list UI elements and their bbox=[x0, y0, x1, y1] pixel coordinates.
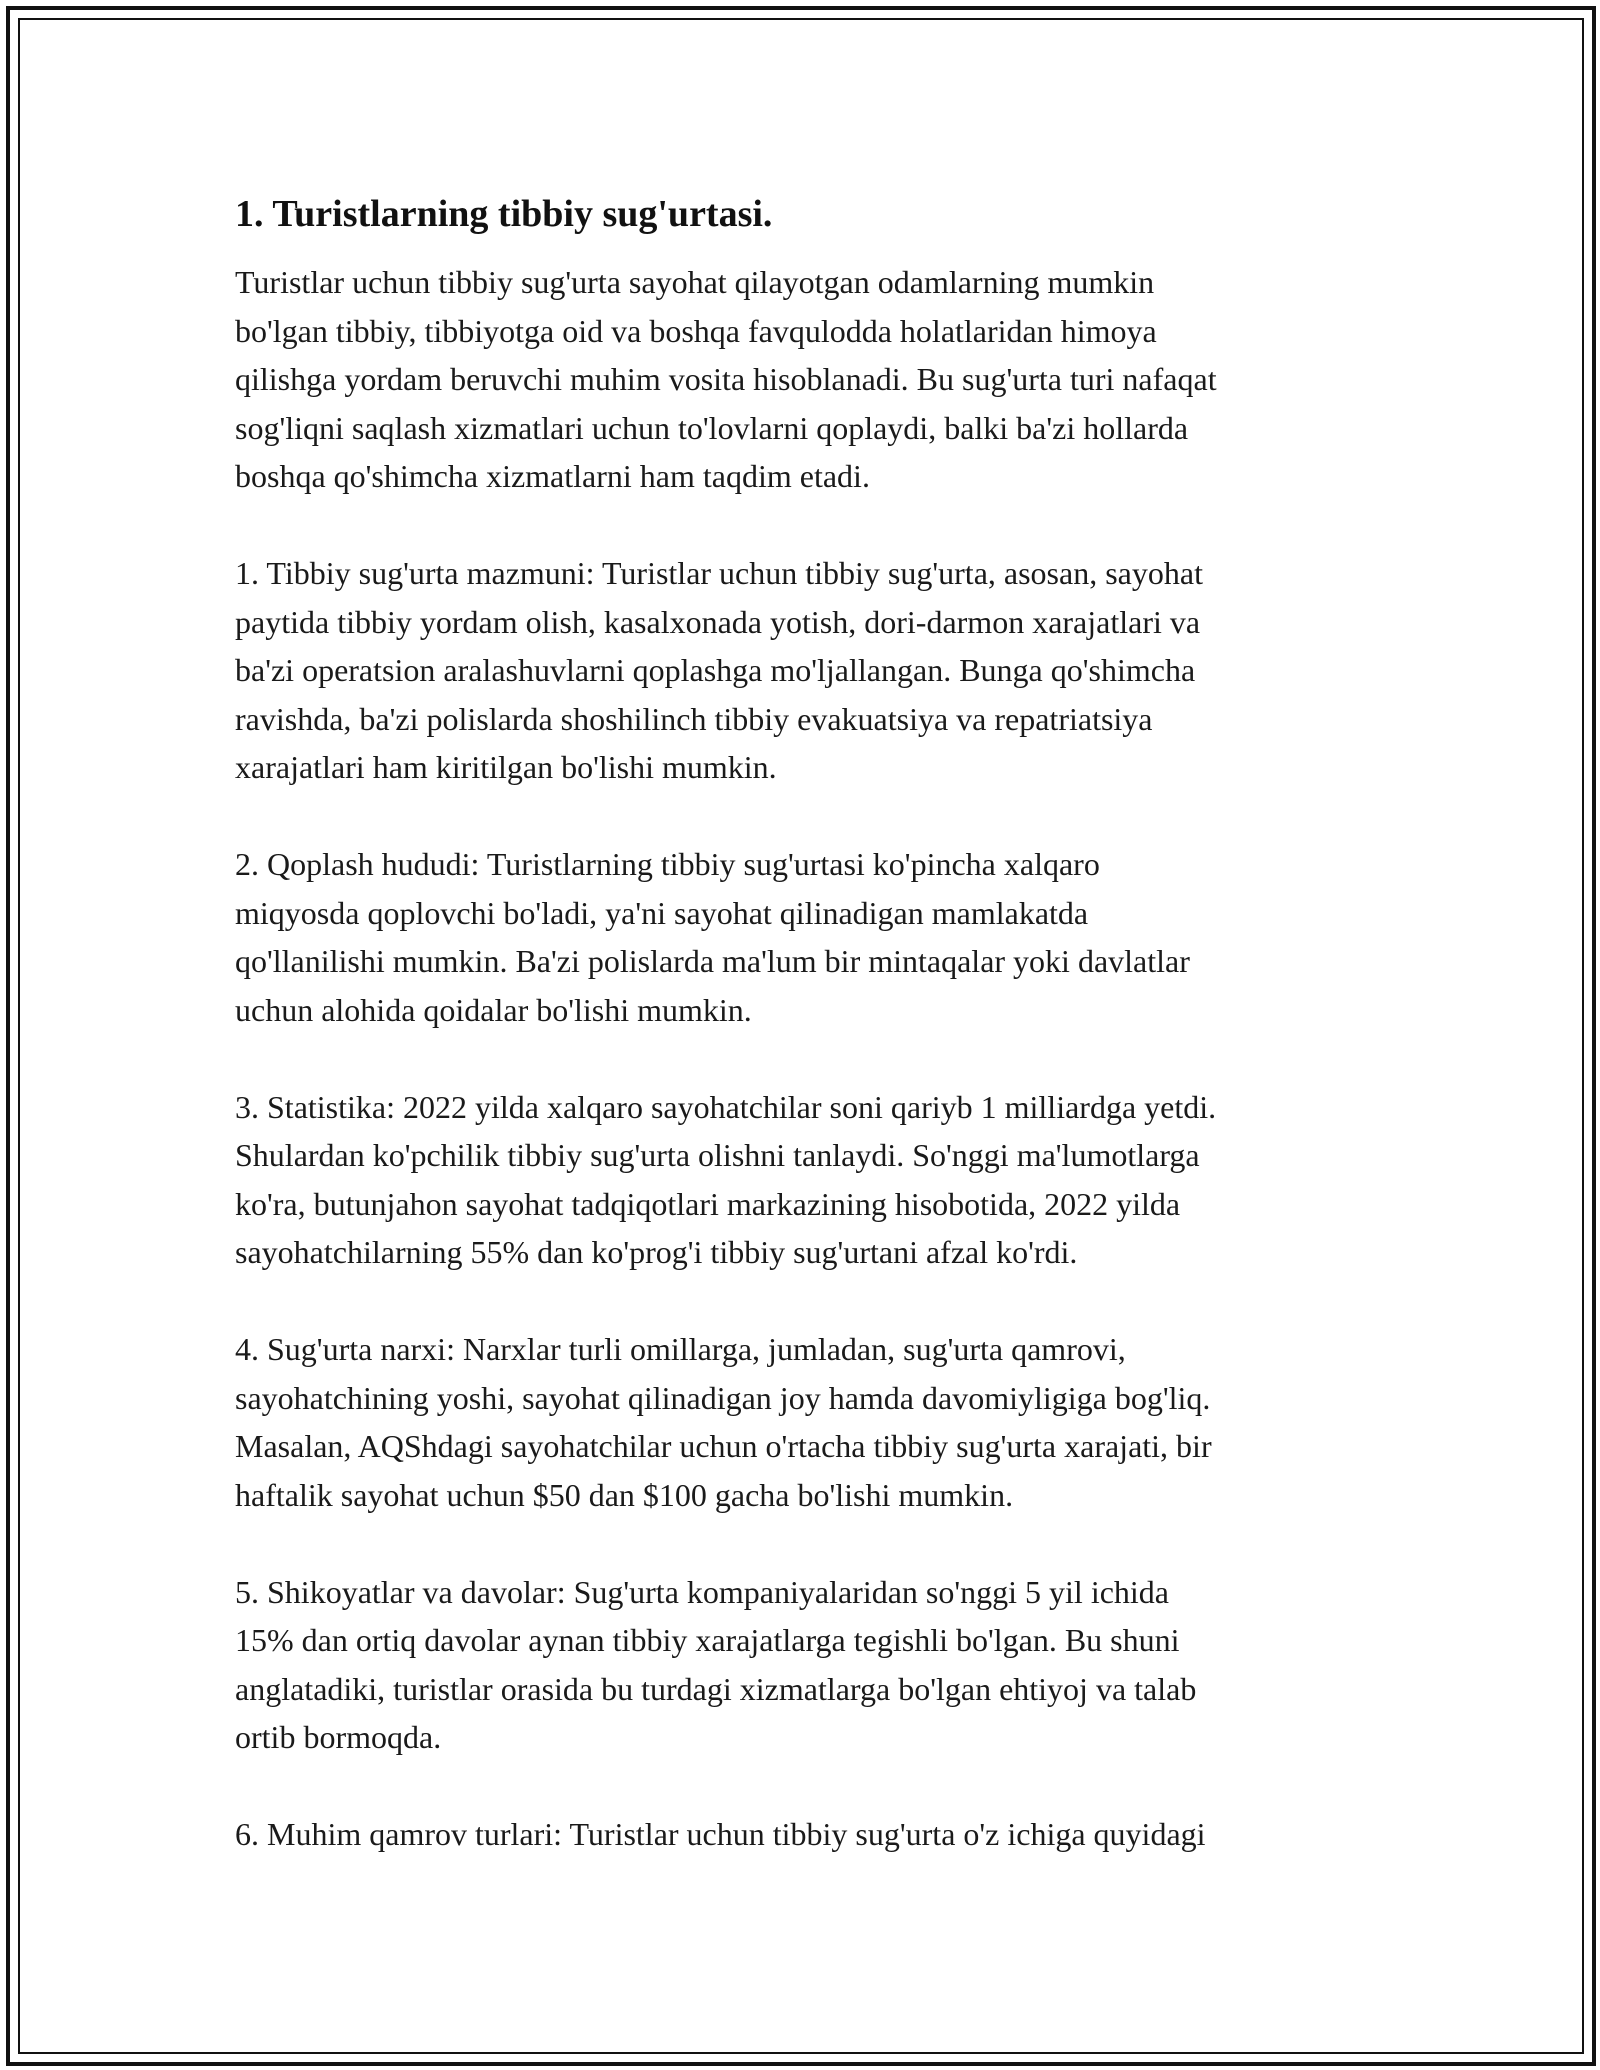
document-body bbox=[235, 188, 1385, 1907]
paragraph-line: 6. Muhim qamrov turlari: Turistlar uchun tibbiy sug'urta o'z ichiga quyidagi bbox=[235, 1816, 1206, 1852]
paragraph-line: sayohatchilarning 55% dan ko'prog'i tibbiy sug'urtani afzal ko'rdi. bbox=[235, 1234, 1078, 1270]
paragraph-line: paytida tibbiy yordam olish, kasalxonada yotish, dori-darmon xarajatlari va bbox=[235, 603, 1201, 640]
paragraph bbox=[235, 1083, 1385, 1277]
paragraph-line: 2. Qoplash hududi: Turistlarning tibbiy sug'urtasi ko'pincha xalqaro bbox=[235, 846, 1100, 882]
paragraph-line: Shulardan ko'pchilik tibbiy sug'urta olishni tanlaydi. So'nggi ma'lumotlarga bbox=[235, 1137, 1200, 1173]
paragraph-list bbox=[235, 258, 1385, 1859]
paragraph-line: ko'ra, butunjahon sayohat tadqiqotlari markazining hisobotida, 2022 yilda bbox=[235, 1185, 1181, 1222]
paragraph-line: sayohatchining yoshi, sayohat qilinadigan joy hamda davomiyligiga bog'liq. bbox=[235, 1379, 1211, 1416]
paragraph-line: Masalan, AQShdagi sayohatchilar uchun o'rtacha tibbiy sug'urta xarajati, bir bbox=[235, 1428, 1212, 1464]
paragraph-line: bo'lgan tibbiy, tibbiyotga oid va boshqa favqulodda holatlaridan himoya bbox=[235, 312, 1157, 349]
paragraph-line: uchun alohida qoidalar bo'lishi mumkin. bbox=[235, 991, 752, 1028]
paragraph-line: boshqa qo'shimcha xizmatlarni ham taqdim etadi. bbox=[235, 458, 870, 494]
paragraph bbox=[235, 1810, 1385, 1859]
paragraph-line: haftalik sayohat uchun $50 dan $100 gacha bo'lishi mumkin. bbox=[235, 1476, 1014, 1513]
paragraph-line: miqyosda qoplovchi bo'ladi, ya'ni sayohat qilinadigan mamlakatda bbox=[235, 894, 1089, 931]
paragraph-line: qo'llanilishi mumkin. Ba'zi polislarda ma'lum bir mintaqalar yoki davlatlar bbox=[235, 943, 1190, 979]
paragraph-line: sog'liqni saqlash xizmatlari uchun to'lovlarni qoplaydi, balki ba'zi hollarda bbox=[235, 409, 1189, 446]
paragraph bbox=[235, 1568, 1385, 1762]
paragraph-line: 5. Shikoyatlar va davolar: Sug'urta kompaniyalaridan so'nggi 5 yil ichida bbox=[235, 1573, 1169, 1610]
paragraph-line: 4. Sug'urta narxi: Narxlar turli omillarga, jumladan, sug'urta qamrovi, bbox=[235, 1331, 1126, 1367]
paragraph bbox=[235, 1325, 1385, 1519]
paragraph bbox=[235, 258, 1385, 501]
paragraph-line: xarajatlari ham kiritilgan bo'lishi mumkin. bbox=[235, 749, 777, 785]
paragraph bbox=[235, 840, 1385, 1034]
paragraph-line: qilishga yordam beruvchi muhim vosita hisoblanadi. Bu sug'urta turi nafaqat bbox=[235, 361, 1217, 397]
paragraph-line: ba'zi operatsion aralashuvlarni qoplashga mo'ljallangan. Bunga qo'shimcha bbox=[235, 652, 1196, 688]
paragraph-line: anglatadiki, turistlar orasida bu turdagi xizmatlarga bo'lgan ehtiyoj va talab bbox=[235, 1670, 1197, 1707]
document-title: 1. Turistlarning tibbiy sug'urtasi. bbox=[235, 193, 773, 235]
paragraph-line: ortib bormoqda. bbox=[235, 1719, 442, 1755]
paragraph bbox=[235, 549, 1385, 792]
paragraph-line: 15% dan ortiq davolar aynan tibbiy xarajatlarga tegishli bo'lgan. Bu shuni bbox=[235, 1622, 1180, 1658]
paragraph-line: Turistlar uchun tibbiy sug'urta sayohat qilayotgan odamlarning mumkin bbox=[235, 264, 1155, 300]
paragraph-line: 1. Tibbiy sug'urta mazmuni: Turistlar uchun tibbiy sug'urta, asosan, sayohat bbox=[235, 555, 1203, 591]
paragraph-line: ravishda, ba'zi polislarda shoshilinch tibbiy evakuatsiya va repatriatsiya bbox=[235, 700, 1153, 737]
paragraph-line: 3. Statistika: 2022 yilda xalqaro sayohatchilar soni qariyb 1 milliardga yetdi. bbox=[235, 1088, 1217, 1125]
